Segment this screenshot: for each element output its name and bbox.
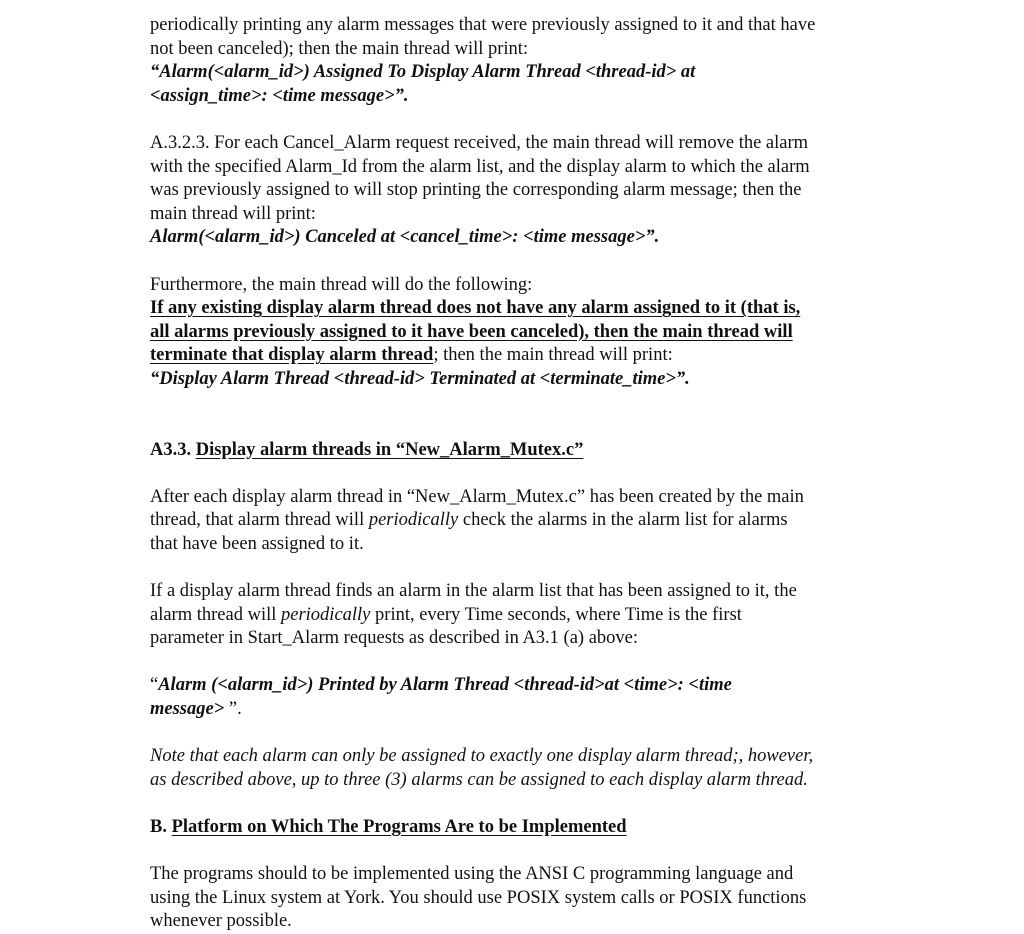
assign-message-format-cont: <assign_time>: <time message>”. [150, 85, 409, 106]
terminate-rule-line: all alarms previously assigned to it have been canceled), then the main thread will [150, 321, 793, 342]
paragraph-note [150, 745, 890, 792]
note-line: as described above, up to three (3) alarms can be assigned to each display alarm thread. [150, 769, 808, 790]
close-quote: ”. [224, 699, 242, 720]
text-line: After each display alarm thread in “New_Alarm_Mutex.c” has been created by the main [150, 486, 804, 507]
section-title: Platform on Which The Programs Are to be Implemented [171, 817, 627, 837]
text-line: main thread will print: [150, 203, 316, 224]
assign-message-format: “Alarm(<alarm_id>) Assigned To Display Alarm Thread <thread-id> at [150, 62, 696, 83]
text-line: parameter in Start_Alarm requests as described in A3.1 (a) above: [150, 628, 639, 649]
text-span: check the alarms in the alarm list for alarms [458, 510, 788, 531]
paragraph-intro [150, 14, 890, 108]
text-line: was previously assigned to will stop printing the corresponding alarm message; then the [150, 180, 802, 201]
paragraph-platform [150, 863, 890, 934]
text-line: A.3.2.3. For each Cancel_Alarm request received, the main thread will remove the alarm [150, 132, 809, 153]
text-line: with the specified Alarm_Id from the alarm list, and the display alarm to which the alarm [150, 156, 810, 177]
text-line: If a display alarm thread finds an alarm in the alarm list that has been assigned to it, the [150, 581, 797, 602]
paragraph-printed-format [150, 674, 890, 721]
paragraph-cancel-alarm [150, 132, 890, 250]
open-quote: “ [150, 675, 159, 696]
document-page [150, 14, 890, 934]
text-line: Furthermore, the main thread will do the following: [150, 274, 533, 295]
section-heading-a33 [150, 439, 890, 463]
emphasis: periodically [281, 604, 371, 625]
cancel-message-format: Alarm(<alarm_id>) Canceled at <cancel_time>: <time message>”. [150, 227, 660, 248]
emphasis: periodically [368, 510, 459, 531]
terminate-rule-line: terminate that display alarm thread [150, 345, 434, 366]
section-heading-b [150, 816, 890, 840]
paragraph-after-creation [150, 486, 890, 557]
section-title: Display alarm threads in “New_Alarm_Mutex.c” [195, 439, 584, 460]
text-span: alarm thread will [150, 604, 281, 625]
printed-message-format-cont: message> [150, 699, 225, 720]
note-line: Note that each alarm can only be assigned to exactly one display alarm thread;, however, [150, 746, 814, 767]
text-line: periodically printing any alarm messages that were previously assigned to it and that have [150, 15, 816, 35]
text-line: whenever possible. [150, 911, 292, 932]
paragraph-if-found [150, 580, 890, 651]
text-span: print, every Time seconds, where Time is the first [370, 604, 742, 625]
printed-message-format: Alarm (<alarm_id>) Printed by Alarm Thread <thread-id>at <time>: <time [158, 675, 732, 696]
text-line: The programs should to be implemented using the ANSI C programming language and [150, 864, 794, 885]
terminate-rule-line: If any existing display alarm thread does not have any alarm assigned to it (that is, [150, 298, 801, 319]
text-line: not been canceled); then the main thread will print: [150, 38, 529, 59]
text-line: that have been assigned to it. [150, 533, 364, 554]
terminate-message-format: “Display Alarm Thread <thread-id> Terminated at <terminate_time>”. [150, 368, 690, 389]
section-number: B. [150, 817, 167, 837]
section-number: A3.3. [150, 439, 192, 460]
text-line: using the Linux system at York. You should use POSIX system calls or POSIX functions [150, 887, 807, 908]
text-span: thread, that alarm thread will [150, 510, 369, 531]
paragraph-furthermore [150, 274, 890, 392]
text-line: ; then the main thread will print: [433, 345, 673, 366]
